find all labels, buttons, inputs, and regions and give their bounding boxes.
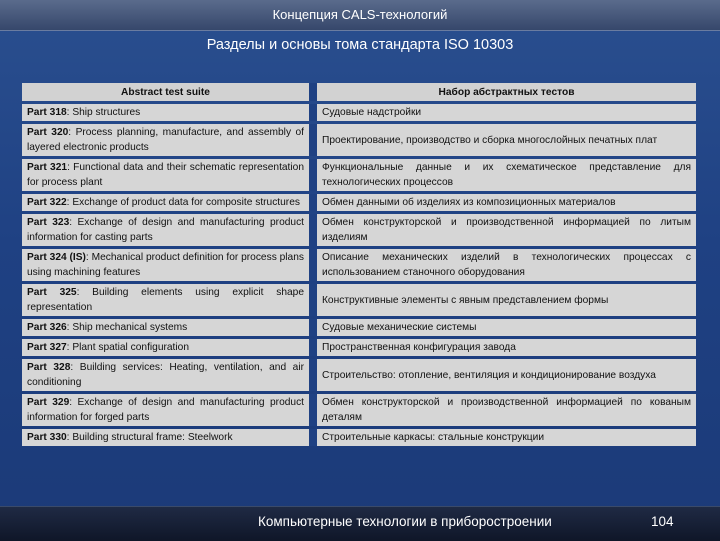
table-row <box>22 104 696 121</box>
row-ru-cell: Обмен конструкторской и производственной информацией по литым изделиям <box>317 214 696 246</box>
part-description: : Ship mechanical systems <box>66 322 188 333</box>
row-ru-cell: Проектирование, производство и сборка многослойных печатных плат <box>317 124 696 156</box>
row-en-cell <box>22 394 317 426</box>
row-ru-cell: Строительство: отопление, вентиляция и кондиционирование воздуха <box>317 359 696 391</box>
part-description: : Mechanical product definition for process plans using machining features <box>27 252 304 278</box>
column-header-ru: Набор абстрактных тестов <box>317 83 696 101</box>
part-number: Part 320 <box>27 127 69 138</box>
part-number: Part 326 <box>27 322 67 333</box>
table-header-row <box>22 83 696 101</box>
header-title: Концепция CALS-технологий <box>272 7 448 22</box>
part-number: Part 322 <box>27 197 67 208</box>
part-description: : Building services: Heating, ventilation, and air conditioning <box>27 362 304 388</box>
part-number: Part 318 <box>27 107 67 118</box>
part-description: : Exchange of design and manufacturing product information for forged parts <box>27 397 304 423</box>
part-description: : Plant spatial configuration <box>66 342 189 353</box>
row-ru-cell: Судовые механические системы <box>317 319 696 336</box>
part-number: Part 324 (IS) <box>27 252 86 263</box>
part-description: : Exchange of design and manufacturing product information for casting parts <box>27 217 304 243</box>
footer-bar <box>0 506 720 541</box>
part-description: : Functional data and their schematic representation for process plant <box>27 162 304 188</box>
table-row <box>22 394 696 426</box>
row-en-cell <box>22 359 317 391</box>
table-row <box>22 319 696 336</box>
header-bar <box>0 0 720 31</box>
row-ru-cell: Судовые надстройки <box>317 104 696 121</box>
part-number: Part 330 <box>27 432 67 443</box>
table-row <box>22 124 696 156</box>
table-row <box>22 339 696 356</box>
row-ru-cell: Описание механических изделий в технологических процессах с использованием станочного оборудования <box>317 249 696 281</box>
table-row <box>22 284 696 316</box>
table-row <box>22 249 696 281</box>
part-number: Part 327 <box>27 342 67 353</box>
row-en-cell <box>22 339 317 356</box>
part-description: : Building elements using explicit shape representation <box>27 287 304 313</box>
row-en-cell <box>22 429 317 446</box>
row-ru-cell: Обмен данными об изделиях из композиционных материалов <box>317 194 696 211</box>
slide-title: Разделы и основы тома стандарта ISO 10303 <box>206 37 514 53</box>
part-description: : Building structural frame: Steelwork <box>66 432 233 443</box>
row-en-cell <box>22 159 317 191</box>
part-description: : Ship structures <box>66 107 141 118</box>
row-ru-cell: Конструктивные элементы с явным представлением формы <box>317 284 696 316</box>
page-number: 104 <box>651 514 674 529</box>
row-en-cell <box>22 124 317 156</box>
table-row <box>22 159 696 191</box>
row-ru-cell: Строительные каркасы: стальные конструкции <box>317 429 696 446</box>
table-row <box>22 214 696 246</box>
part-description: : Exchange of product data for composite structures <box>66 197 300 208</box>
row-en-cell <box>22 249 317 281</box>
table-row <box>22 359 696 391</box>
row-en-cell <box>22 104 317 121</box>
part-description: : Process planning, manufacture, and assembly of layered electronic products <box>27 127 304 153</box>
standards-table <box>22 80 696 449</box>
table-row <box>22 194 696 211</box>
row-ru-cell: Функциональные данные и их схематическое представление для технологических процессов <box>317 159 696 191</box>
footer-text: Компьютерные технологии в приборостроении <box>258 514 552 529</box>
row-en-cell <box>22 194 317 211</box>
table-row <box>22 429 696 446</box>
row-en-cell <box>22 214 317 246</box>
part-number: Part 325 <box>27 287 77 298</box>
part-number: Part 321 <box>27 162 68 173</box>
column-header-en: Abstract test suite <box>22 83 317 101</box>
part-number: Part 329 <box>27 397 70 408</box>
row-ru-cell: Пространственная конфигурация завода <box>317 339 696 356</box>
part-number: Part 328 <box>27 362 71 373</box>
row-en-cell <box>22 284 317 316</box>
row-ru-cell: Обмен конструкторской и производственной информацией по кованым деталям <box>317 394 696 426</box>
row-en-cell <box>22 319 317 336</box>
part-number: Part 323 <box>27 217 70 228</box>
